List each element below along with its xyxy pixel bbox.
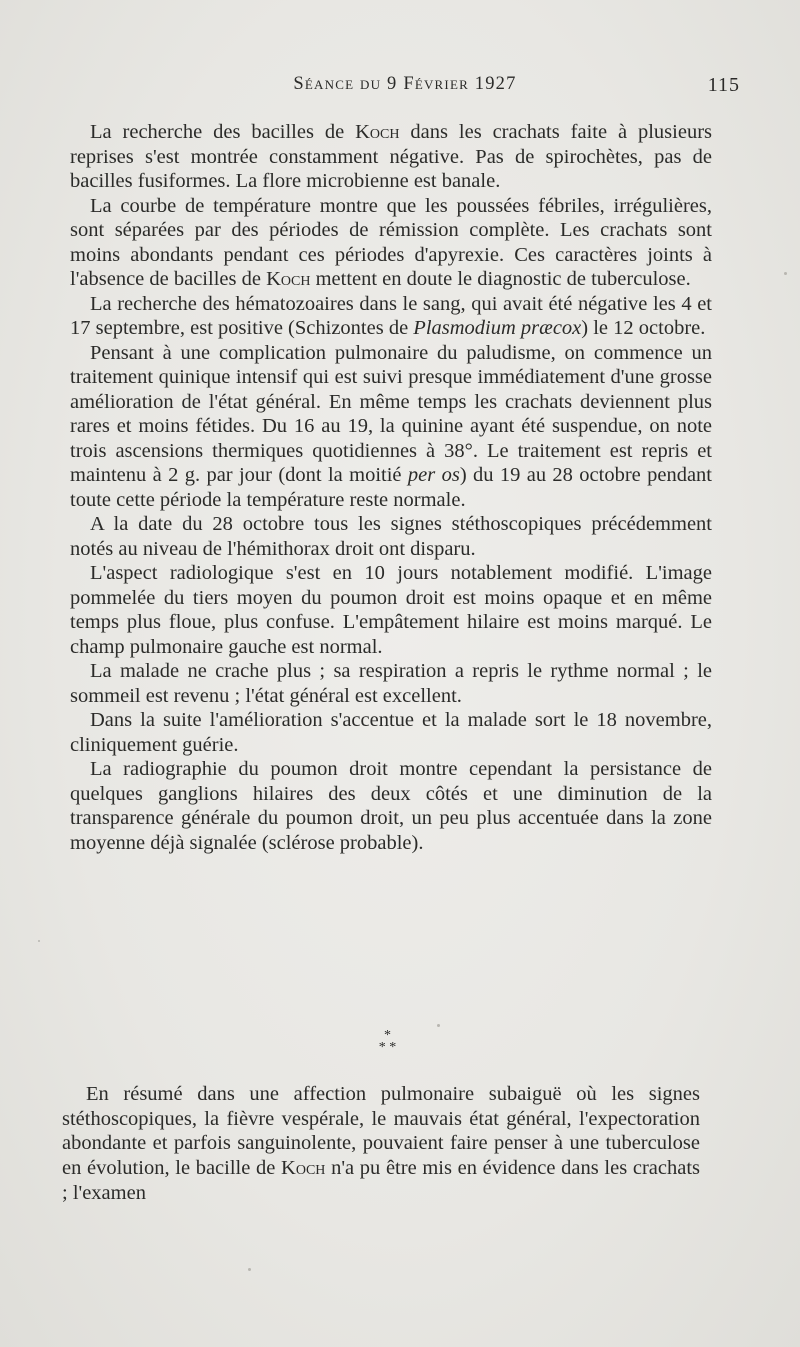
author-name: Koch (355, 121, 400, 143)
paragraph-discharge (70, 708, 712, 757)
text-run: n'a pu être mis en évidence dans les crachats ; l'examen (62, 1157, 700, 1204)
running-header (70, 74, 740, 104)
asterism-separator (0, 1030, 775, 1054)
paragraph-stethoscopic-signs (70, 512, 712, 561)
text-run: En résumé dans une affection pulmonaire subaiguë où les signes stéthoscopiques, la fièvre vespérale, le mauvais état général, l'expectoration abondante et parfois sanguinolente, pouvaient faire penser à une tuberculose en évolution, le bacille de (62, 1083, 700, 1180)
paragraph-treatment (70, 341, 712, 513)
paper-speck (437, 1024, 440, 1027)
text-run: Pensant à une complication pulmonaire du paludisme, on commence un traitement quinique intensif qui est suivi presque immédiatement d'une grosse amélioration de l'état général. En même temps les crachats deviennent plus rares et moins fétides. Du 16 au 19, la quinine ayant été suspendue, on note trois ascensions thermiques quotidiennes à 38°. Le traitement est repris et maintenu à 2 g. par jour (dont la moitié (70, 341, 712, 486)
text-run: La malade ne crache plus ; sa respiration a repris le rythme normal ; le sommeil est revenu ; l'état général est excellent. (70, 660, 712, 707)
paper-speck (38, 940, 40, 942)
latin-term: per os (407, 464, 460, 486)
asterism-top: * (384, 1028, 391, 1043)
paper-speck (248, 1268, 251, 1271)
text-run: A la date du 28 octobre tous les signes stéthoscopiques précédemment notés au niveau de l'hémithorax droit ont disparu. (70, 513, 712, 560)
paragraph-temperature-curve (70, 194, 712, 292)
text-run: La radiographie du poumon droit montre cependant la persistance de quelques ganglions hilaires des deux côtés et une diminution de la transparence générale du poumon droit, un peu plus accentuée dans la zone moyenne déjà signalée (sclérose probable). (70, 758, 712, 854)
body-text (70, 120, 712, 855)
text-run: ) du 19 au 28 octobre pendant toute cette période la température reste normale. (70, 464, 713, 511)
text-run: Dans la suite l'amélioration s'accentue et la malade sort le 18 novembre, cliniquement guérie. (70, 709, 712, 756)
running-head-title: Séance du 9 Février 1927 (293, 74, 517, 94)
paragraph-hematozoa (70, 292, 712, 341)
text-run: L'aspect radiologique s'est en 10 jours notablement modifié. L'image pommelée du tiers moyen du poumon droit est moins opaque et en même temps plus floue, plus confuse. L'empâtement hilaire est moins marqué. Le champ pulmonaire gauche est normal. (70, 562, 712, 658)
paragraph-radiologic-aspect (70, 561, 712, 659)
summary-section (62, 1082, 700, 1206)
text-run: dans les crachats faite à plusieurs reprises s'est montrée constamment négative. Pas de spirochètes, pas de bacilles fusiformes. La flore microbienne est banale. (70, 121, 713, 192)
species-name: Plasmodium præcox (413, 317, 582, 339)
paragraph-summary (62, 1082, 700, 1206)
text-run: La recherche des bacilles de (90, 121, 356, 143)
text-run: La courbe de température montre que les poussées fébriles, irrégulières, sont séparées par des périodes de rémission complète. Les crachats sont moins abondants pendant ces périodes d'apyrexie. Ces caractères joints à l'absence de bacilles de (70, 194, 712, 290)
text-run: mettent en doute le diagnostic de tuberculose. (310, 268, 691, 290)
page-number: 115 (707, 74, 740, 96)
author-name: Koch (266, 268, 311, 290)
paragraph-sputum-exam (70, 120, 712, 194)
text-run: La recherche des hématozoaires dans le sang, qui avait été négative les 4 et 17 septembre, est positive (Schizontes de (70, 292, 712, 339)
paper-speck (784, 272, 787, 275)
asterism-bottom: * * (378, 1040, 397, 1055)
paragraph-radiography (70, 757, 712, 855)
text-run: ) le 12 octobre. (581, 317, 706, 339)
author-name: Koch (281, 1157, 326, 1180)
paragraph-patient-status (70, 659, 712, 708)
